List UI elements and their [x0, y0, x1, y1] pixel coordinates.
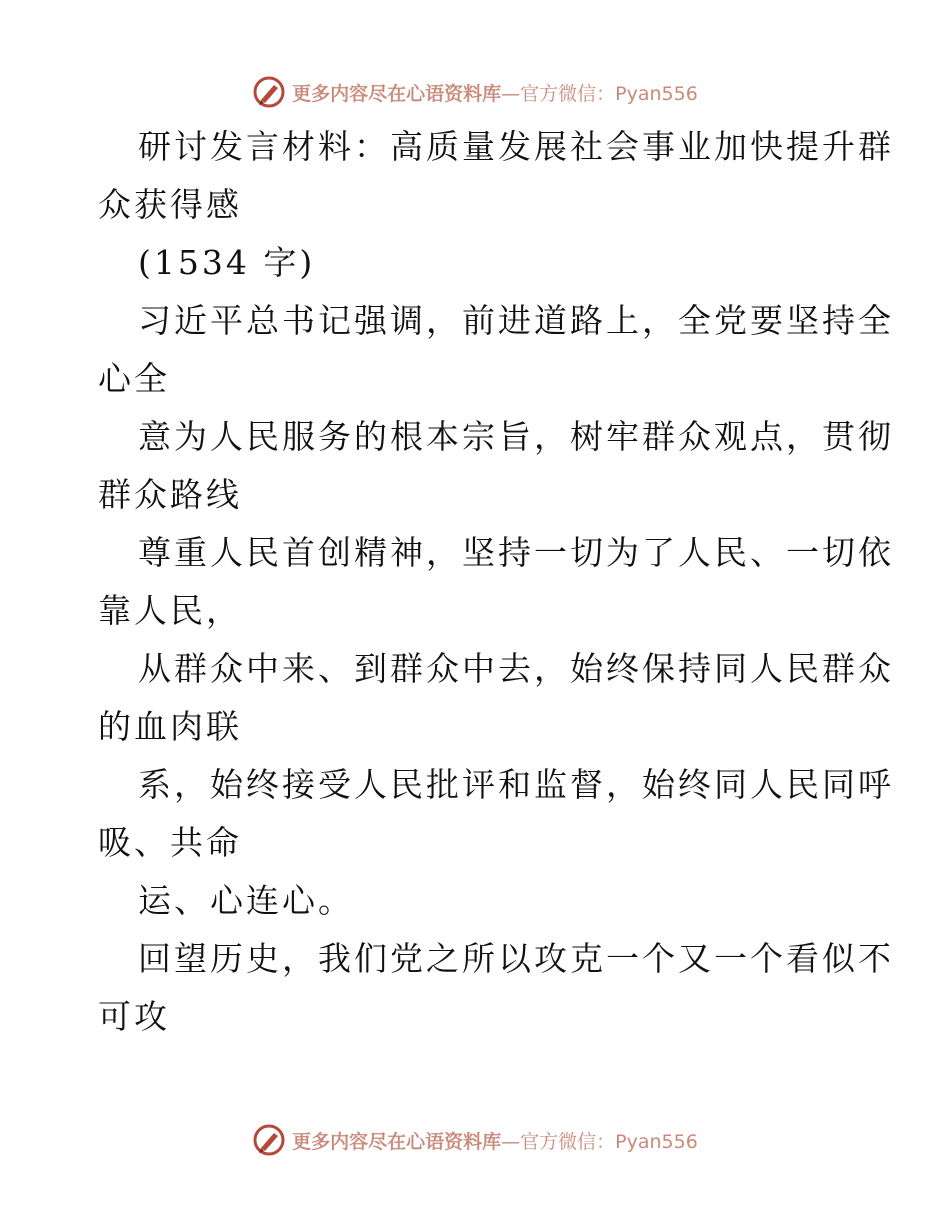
text-line: 尊重人民首创精神，坚持一切为了人民、一切依 — [138, 533, 894, 572]
text-line: 回望历史，我们党之所以攻克一个又一个看似不 — [138, 939, 894, 978]
text-line: 系，始终接受人民批评和监督，始终同人民同呼 — [138, 765, 894, 804]
watermark-separator: — — [501, 82, 521, 105]
watermark-main: 更多内容尽在心语资料库 — [292, 82, 502, 105]
text-line: 从群众中来、到群众中去，始终保持同人民群众 — [138, 649, 894, 688]
text-line: 群众路线 — [98, 475, 242, 514]
text-line: 吸、共命 — [98, 823, 242, 862]
watermark-wechat: 官方微信：Pyan556 — [520, 1130, 698, 1153]
watermark-text — [292, 79, 698, 106]
text-line: 靠人民， — [98, 591, 242, 630]
pen-logo-icon — [252, 75, 286, 109]
watermark-wechat: 官方微信：Pyan556 — [520, 82, 698, 105]
text-line: 可攻 — [98, 997, 170, 1036]
header-watermark — [0, 72, 950, 112]
footer-watermark — [0, 1120, 950, 1160]
text-line: 研讨发言材料：高质量发展社会事业加快提升群 — [138, 127, 894, 166]
watermark-text — [292, 1127, 698, 1154]
text-line: (1534 字) — [138, 243, 316, 282]
pen-logo-icon — [252, 1123, 286, 1157]
text-line: 心全 — [98, 359, 170, 398]
watermark-separator: — — [501, 1130, 521, 1153]
document-body — [98, 118, 894, 1046]
text-line: 运、心连心。 — [138, 881, 354, 920]
watermark-main: 更多内容尽在心语资料库 — [292, 1130, 502, 1153]
text-line: 习近平总书记强调，前进道路上，全党要坚持全 — [138, 301, 894, 340]
text-line: 的血肉联 — [98, 707, 242, 746]
text-line: 众获得感 — [98, 185, 242, 224]
text-line: 意为人民服务的根本宗旨，树牢群众观点，贯彻 — [138, 417, 894, 456]
